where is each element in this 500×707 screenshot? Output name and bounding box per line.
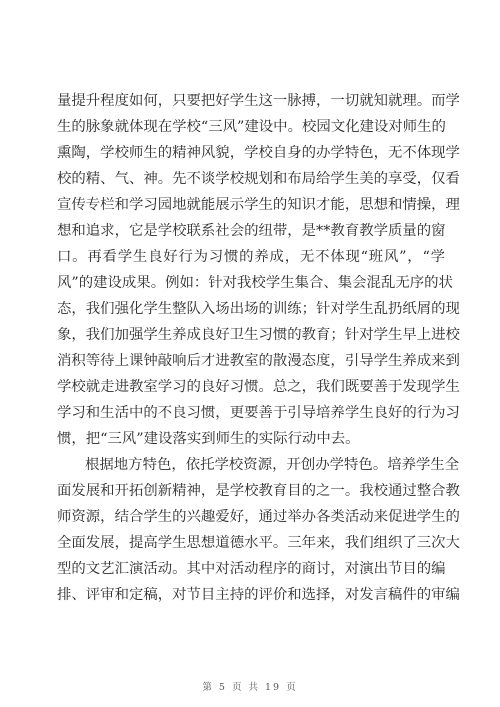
paragraph-2-line-5: 型的文艺汇演活动。其中对活动程序的商讨，对演出节目的编: [57, 561, 446, 577]
body-text: [57, 88, 460, 608]
paragraph-1-line-6: 想和追求，它是学校联系社会的纽带，是**教育教学质量的窗: [57, 223, 446, 239]
paragraph-1-line-4: 校的精、气、神。先不谈学校规划和布局给学生美的享受，仅看: [57, 171, 460, 187]
paragraph-1-line-8: 风”的建设成果。例如：针对我校学生集合、集会混乱无序的状: [57, 275, 453, 291]
paragraph-1-line-13: 学习和生活中的不良习惯，更要善于引导培养学生良好的行为习: [57, 405, 460, 421]
paragraph-1-line-3: 熏陶，学校师生的精神风貌，学校自身的办学特色，无不体现学: [57, 145, 460, 161]
page-number-footer: 第 5 页 共 19 页: [202, 682, 298, 693]
paragraph-1-line-5: 宣传专栏和学习园地就能展示学生的知识才能，思想和情操，理: [57, 197, 460, 213]
paragraph-1-line-14: 惯，把“三风”建设落实到师生的实际行动中去。: [57, 431, 360, 447]
paragraph-2-line-4: 全面发展，提高学生思想道德水平。三年来，我们组织了三次大: [57, 535, 460, 551]
paragraph-1-line-7: 口。再看学生良好行为习惯的养成，无不体现“班风”，“学: [57, 249, 445, 265]
paragraph-2-line-3: 师资源，结合学生的兴趣爱好，通过举办各类活动来促进学生的: [57, 509, 460, 525]
paragraph-2-line-2: 面发展和开拓创新精神，是学校教育目的之一。我校通过整合教: [57, 483, 460, 499]
paragraph-1-line-12: 学校就走进教室学习的良好习惯。总之，我们既要善于发现学生: [57, 379, 460, 395]
paragraph-1-line-2: 生的脉象就体现在学校“三风”建设中。校园文化建设对师生的: [57, 119, 446, 135]
paragraph-1-line-11: 消积等待上课钟敲响后才进教室的散漫态度，引导学生养成来到: [57, 353, 460, 369]
paragraph-1-line-10: 象，我们加强学生养成良好卫生习惯的教育；针对学生早上进校: [57, 327, 460, 343]
paragraph-1-line-9: 态，我们强化学生整队入场出场的训练；针对学生乱扔纸屑的现: [57, 301, 460, 317]
paragraph-2-line-6: 排、评审和定稿，对节目主持的评价和选择，对发言稿件的审编: [57, 587, 460, 603]
paragraph-1-line-1: 量提升程度如何，只要把好学生这一脉搏，一切就知就理。而学: [57, 93, 460, 109]
paragraph-2-line-1: 根据地方特色，依托学校资源，开创办学特色。培养学生全: [85, 457, 460, 473]
